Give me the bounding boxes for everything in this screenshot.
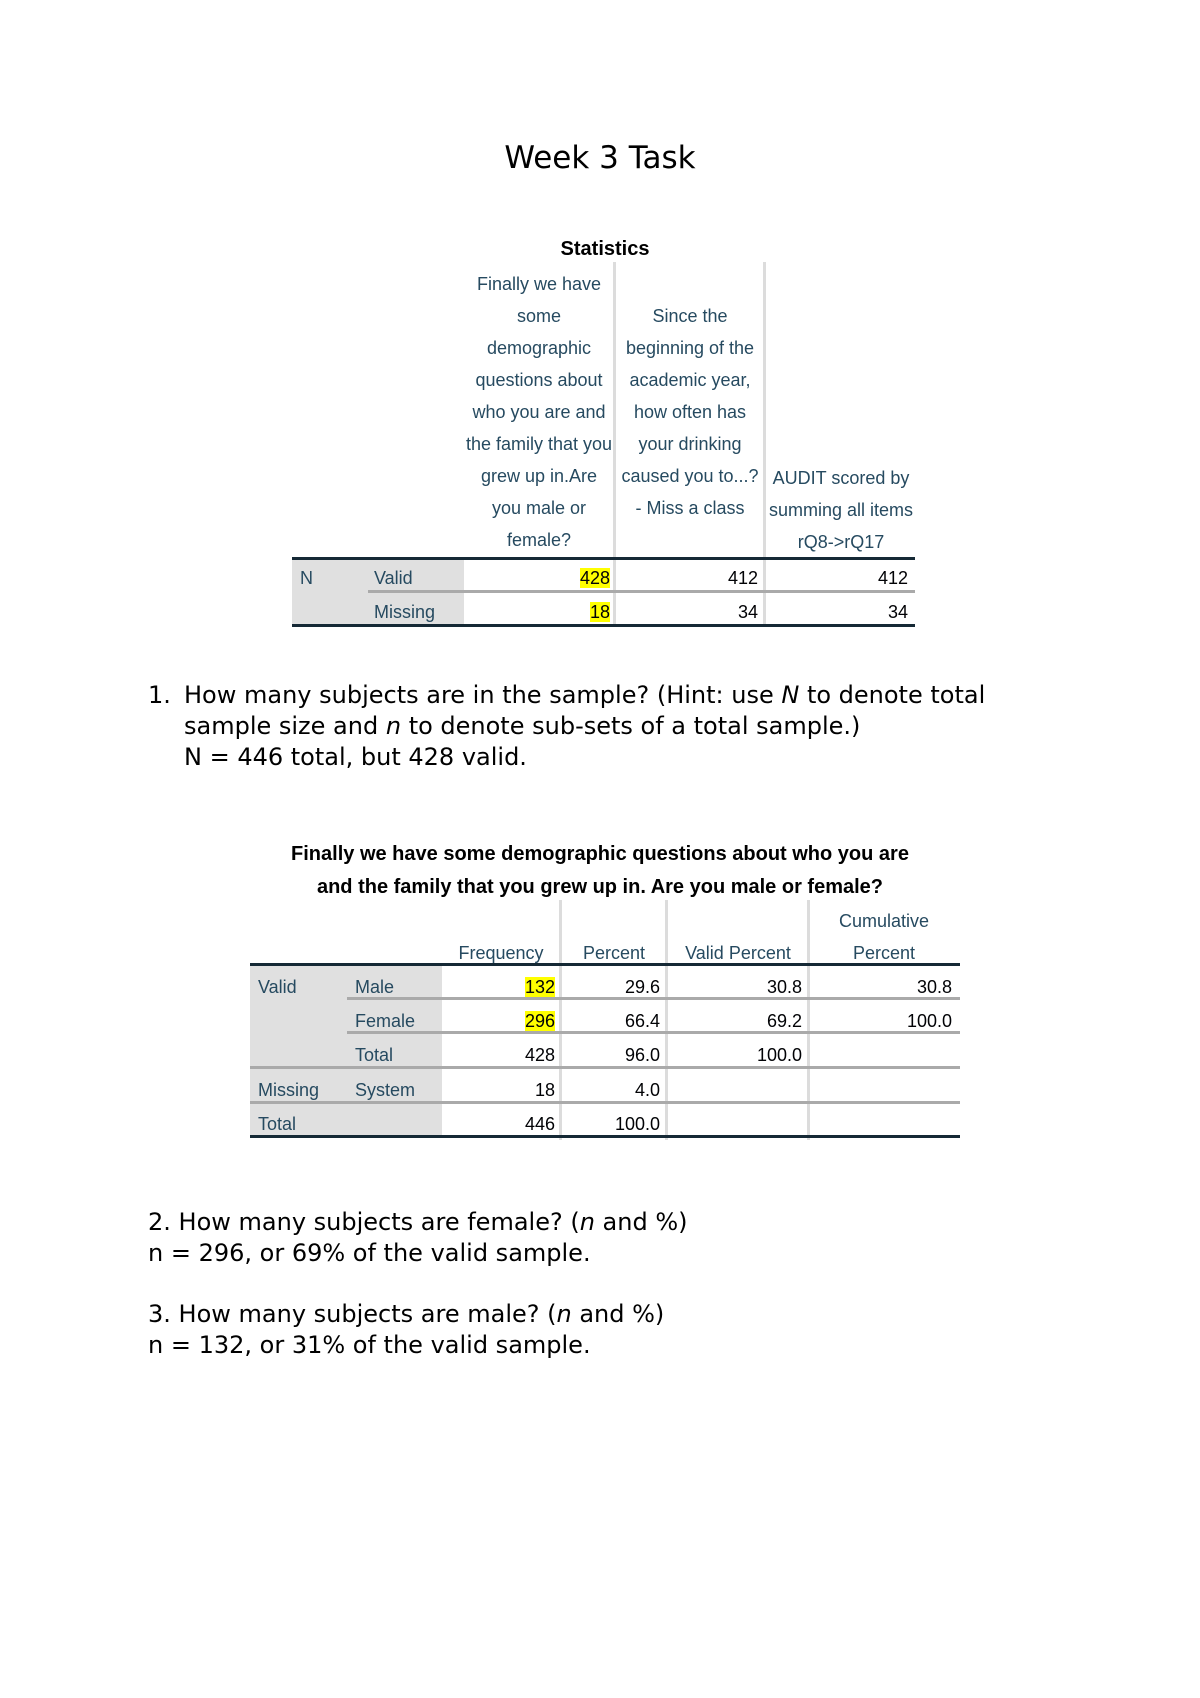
freq-row-label-total: Total	[355, 1045, 394, 1065]
freq-cell: 446	[524, 1114, 555, 1134]
stats-row-label-valid: Valid	[374, 568, 413, 588]
question-1-italic-N: N	[781, 681, 800, 709]
freq-group-label-total: Total	[258, 1114, 297, 1134]
document-title: Week 3 Task	[504, 140, 696, 176]
freq-col-header-valid-percent: Valid Percent	[685, 943, 791, 963]
stats-row-label-missing: Missing	[374, 602, 436, 622]
question-3-text-part: How many subjects are male? (	[178, 1300, 557, 1328]
statistics-table-title: Statistics	[560, 238, 650, 260]
stats-row-group-n: N	[300, 568, 313, 588]
stats-header-rule	[292, 557, 915, 560]
freq-cell: 29.6	[624, 977, 660, 997]
stats-col-header-miss-class: Since the beginning of the academic year, how often has your drinking caused you to...? - Miss a class	[621, 306, 759, 518]
freq-col-header-percent: Percent	[582, 943, 646, 963]
stats-cell-highlight: 428	[579, 568, 610, 588]
freq-cell: 96.0	[624, 1045, 660, 1065]
question-2-text-part: How many subjects are female? (	[178, 1208, 580, 1236]
question-3	[148, 1299, 1048, 1369]
question-2-italic-n: n	[579, 1208, 595, 1236]
freq-cell-highlight: 132	[524, 977, 555, 997]
frequency-table-title-line2: and the family that you grew up in. Are you male or female?	[316, 876, 884, 898]
stats-cell: 412	[727, 568, 758, 588]
freq-col-header-frequency: Frequency	[458, 943, 544, 963]
question-3-number: 3.	[148, 1300, 171, 1328]
freq-header-rule	[250, 963, 960, 966]
question-2-number: 2.	[148, 1208, 171, 1236]
question-2-text-part: and %)	[594, 1208, 688, 1236]
question-2	[148, 1207, 1048, 1277]
freq-row-label-female: Female	[355, 1011, 416, 1031]
question-3-answer: n = 132, or 31% of the valid sample.	[148, 1331, 591, 1359]
freq-col-header-cumulative-percent: Cumulative Percent	[838, 911, 930, 963]
freq-col-divider	[665, 900, 668, 1140]
question-2-answer: n = 296, or 69% of the valid sample.	[148, 1239, 591, 1267]
freq-cell: 428	[524, 1045, 555, 1065]
freq-cell: 30.8	[766, 977, 802, 997]
freq-cell: 69.2	[766, 1011, 802, 1031]
freq-cell	[445, 972, 555, 1002]
freq-cell-highlight: 296	[524, 1011, 555, 1031]
freq-group-label-missing: Missing	[258, 1080, 320, 1100]
question-1-text-part: to denote sub-sets of a total sample.)	[401, 712, 861, 740]
stats-col-header-audit: AUDIT scored by summing all items rQ8->rQ17	[768, 468, 914, 552]
question-3-italic-n: n	[556, 1300, 572, 1328]
freq-cell: 18	[534, 1080, 555, 1100]
stats-cell	[470, 563, 610, 593]
stats-cell: 34	[737, 602, 758, 622]
stats-col-divider	[613, 262, 616, 627]
freq-cell: 100.0	[756, 1045, 802, 1065]
freq-cell: 66.4	[624, 1011, 660, 1031]
stats-col-divider	[763, 262, 766, 627]
freq-group-label-valid: Valid	[258, 977, 297, 997]
question-1	[148, 680, 1048, 780]
question-1-italic-n: n	[385, 712, 402, 740]
question-1-text	[184, 680, 1044, 773]
freq-row-label-male: Male	[355, 977, 395, 997]
question-1-answer: N = 446 total, but 428 valid.	[184, 743, 527, 771]
stats-cell-highlight: 18	[589, 602, 610, 622]
freq-cell: 100.0	[906, 1011, 952, 1031]
stats-cell: 412	[877, 568, 908, 588]
freq-col-divider	[807, 900, 810, 1140]
question-3-text-part: and %)	[571, 1300, 665, 1328]
stats-cell	[470, 597, 610, 627]
freq-row-label-system: System	[355, 1080, 416, 1100]
question-1-number: 1.	[148, 681, 171, 709]
question-1-text-part: How many subjects are in the sample? (Hint: use	[184, 681, 782, 709]
freq-cell: 100.0	[614, 1114, 660, 1134]
freq-cell: 30.8	[916, 977, 952, 997]
stats-cell: 34	[887, 602, 908, 622]
freq-col-divider	[559, 900, 562, 1140]
frequency-table-title-line1: Finally we have some demographic questions about who you are	[291, 843, 909, 865]
stats-col-header-gender: Finally we have some demographic questions about who you are and the family that you grew up in.Are you male or female?	[465, 274, 613, 550]
freq-cell: 4.0	[634, 1080, 660, 1100]
question-1-text-part: to denote total sample size and	[184, 681, 986, 740]
freq-cell	[445, 1006, 555, 1036]
